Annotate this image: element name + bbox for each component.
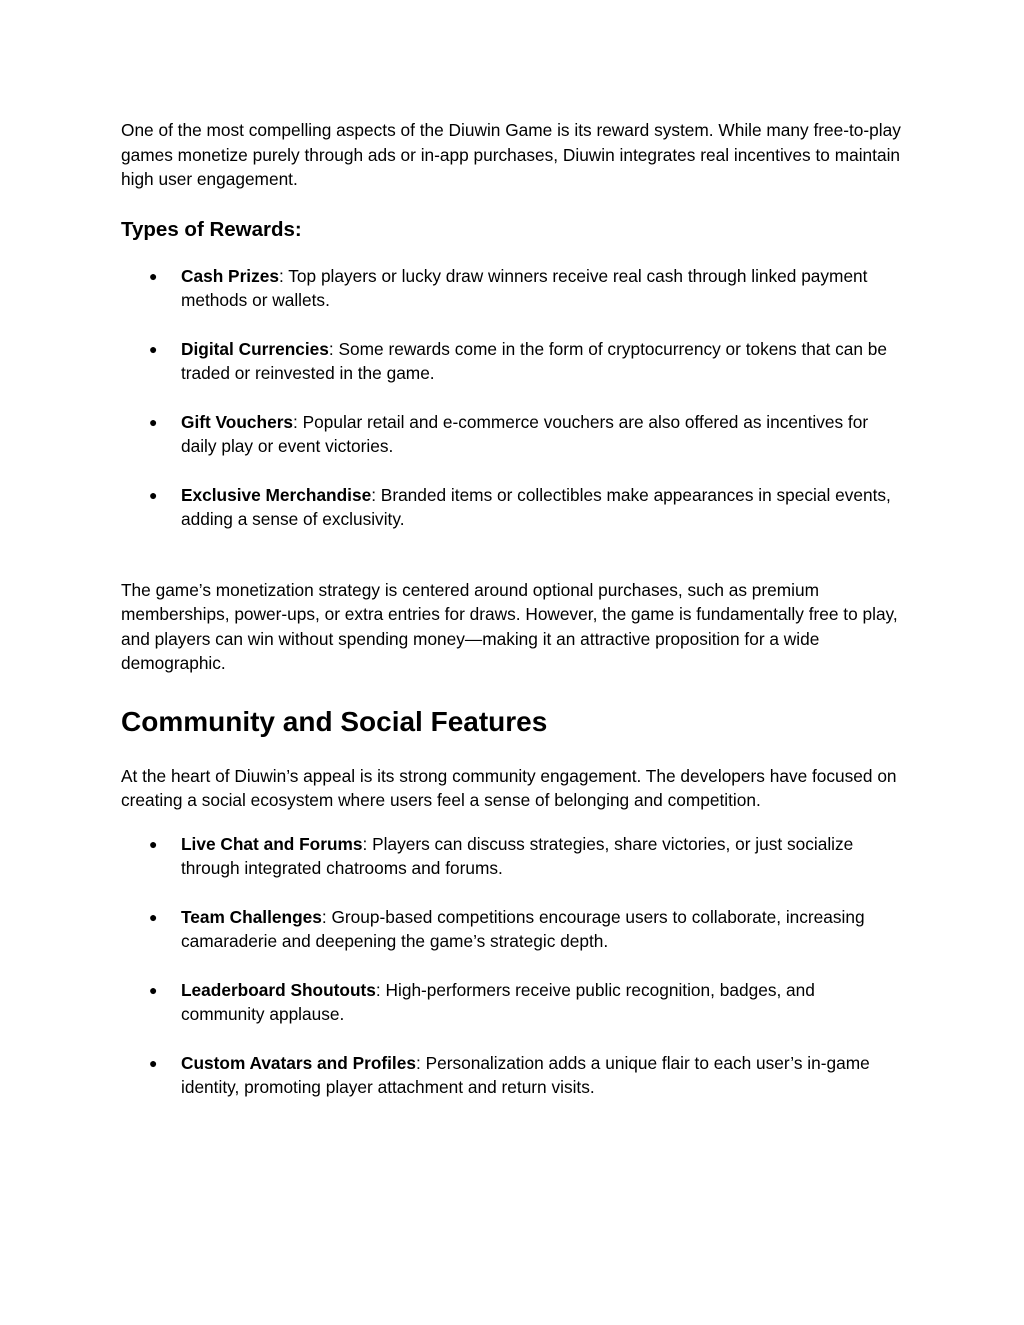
reward-term: Exclusive Merchandise <box>181 484 372 505</box>
document-page <box>121 118 901 1100</box>
list-item-custom-avatars <box>121 1051 901 1100</box>
bullet-icon: ● <box>149 835 158 852</box>
feature-description: : High-performers receive public recognition, badges, and community applause. <box>181 979 815 1024</box>
rewards-heading: Types of Rewards: <box>121 217 302 241</box>
list-item-digital-currencies <box>121 337 901 386</box>
features-list <box>121 832 901 1100</box>
list-item-cash-prizes <box>121 264 901 313</box>
intro-paragraph: One of the most compelling aspects of the Diuwin Game is its reward system. While many free-to-play games monetize purely through ads or in-app purchases, Diuwin integrates real incentives to maintain high user engagement. <box>121 120 901 189</box>
feature-description: : Personalization adds a unique flair to each user’s in-game identity, promoting player attachment and return visits. <box>181 1052 870 1097</box>
list-item-leaderboard-shoutouts <box>121 978 901 1027</box>
feature-term: Team Challenges <box>181 906 322 927</box>
feature-description: : Group-based competitions encourage users to collaborate, increasing camaraderie and deepening the game’s strategic depth. <box>181 906 865 951</box>
bullet-icon: ● <box>149 486 158 503</box>
bullet-icon: ● <box>149 908 158 925</box>
reward-term: Gift Vouchers <box>181 411 294 432</box>
list-item-gift-vouchers <box>121 410 901 459</box>
community-intro-paragraph: At the heart of Diuwin’s appeal is its strong community engagement. The developers have focused on creating a social ecosystem where users feel a sense of belonging and competition. <box>121 765 897 810</box>
feature-description: : Players can discuss strategies, share victories, or just socialize through integrated chatrooms and forums. <box>181 833 854 878</box>
feature-term: Leaderboard Shoutouts <box>181 979 376 1000</box>
reward-term: Cash Prizes <box>181 265 279 286</box>
reward-term: Digital Currencies <box>181 338 329 359</box>
reward-description: : Top players or lucky draw winners receive real cash through linked payment methods or wallets. <box>181 265 868 310</box>
bullet-icon: ● <box>149 1054 158 1071</box>
bullet-icon: ● <box>149 981 158 998</box>
bullet-icon: ● <box>149 413 158 430</box>
reward-description: : Some rewards come in the form of cryptocurrency or tokens that can be traded or reinvested in the game. <box>181 338 887 383</box>
list-item-live-chat <box>121 832 901 881</box>
feature-term: Live Chat and Forums <box>181 833 363 854</box>
feature-term: Custom Avatars and Profiles <box>181 1052 416 1073</box>
bullet-icon: ● <box>149 267 158 284</box>
bullet-icon: ● <box>149 340 158 357</box>
monetization-paragraph: The game’s monetization strategy is centered around optional purchases, such as premium memberships, power-ups, or extra entries for draws. However, the game is fundamentally free to play, and players can win without spending money—making it an attractive proposition for a wide demographic. <box>121 579 898 673</box>
reward-description: : Branded items or collectibles make appearances in special events, adding a sense of exclusivity. <box>181 484 891 529</box>
rewards-list <box>121 264 901 532</box>
community-heading: Community and Social Features <box>121 705 548 737</box>
list-item-exclusive-merchandise <box>121 483 901 532</box>
list-item-team-challenges <box>121 905 901 954</box>
reward-description: : Popular retail and e-commerce vouchers are also offered as incentives for daily play or event victories. <box>181 411 869 456</box>
